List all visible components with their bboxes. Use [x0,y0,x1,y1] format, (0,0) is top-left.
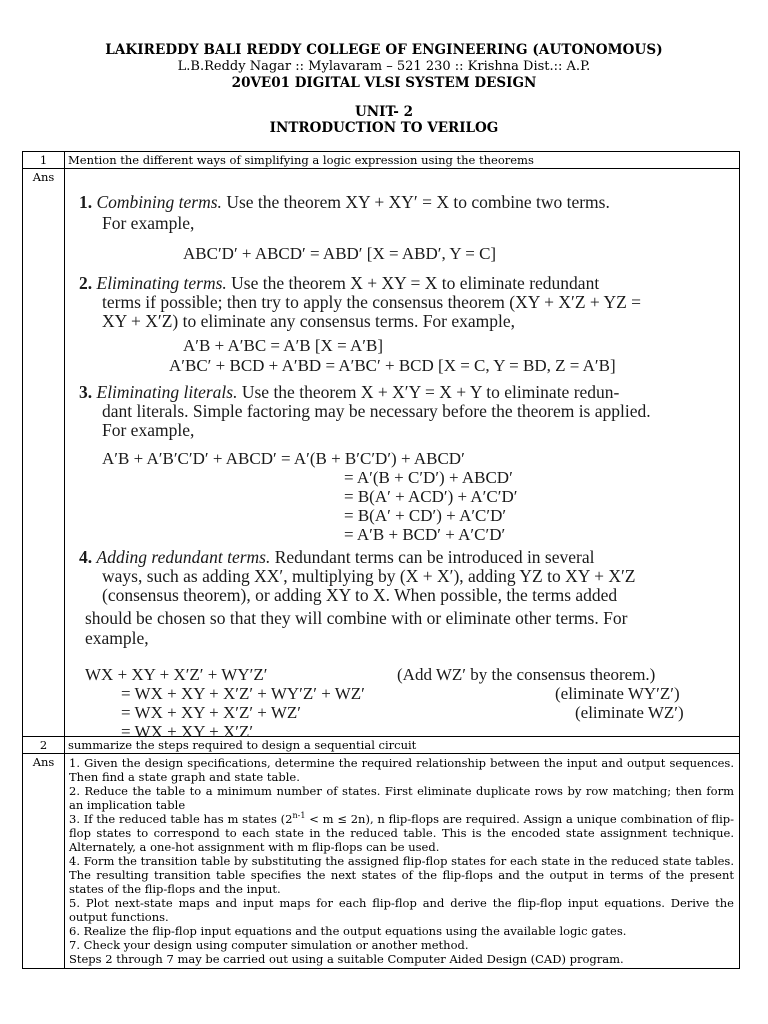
question-row [23,152,740,169]
design-step: 4. Form the transition table by substituting the assigned flip-flop states for each state in the reduced state tables. The resulting transition table specifies the next states of the flip-flops and the output in terms of the present states of the flip-flops and the input. [69,854,734,896]
design-step: 1. Given the design specifications, determine the required relationship between the input and output sequences. Then find a state graph and state table. [69,756,734,784]
question-answer-table [22,151,740,969]
method-text: Use the theorem XY + XY′ = X to combine two terms. [226,192,610,212]
method-text: Redundant terms can be introduced in several [274,547,595,567]
method-item [79,193,610,212]
equation: = WX + XY + X′Z′ + WZ′ [121,703,301,722]
method-text: terms if possible; then try to apply the consensus theorem (XY + X′Z + YZ = [102,292,642,312]
equation: ABC′D′ + ABCD′ = ABD′ [X = ABD′, Y = C] [183,244,497,263]
equation-note: (Add WZ′ by the consensus theorem.) [397,665,656,684]
design-step [69,812,734,854]
equation: = B(A′ + ACD′) + A′C′D′ [344,487,518,506]
question-number: 2 [23,737,65,754]
method-text: XY + X′Z) to eliminate any consensus terms. For example, [102,311,516,331]
equation: = B(A′ + CD′) + A′C′D′ [344,506,507,525]
design-step: 6. Realize the flip-flop input equations and the output equations using the available logic gates. [69,924,627,938]
method-text: Use the theorem X + X′Y = X + Y to eliminate redun- [241,382,620,402]
method-item [79,548,595,567]
method-text: For example, [102,420,195,440]
design-step: 5. Plot next-state maps and input maps for each flip-flop and derive the flip-flop input equations. Derive the output functions. [69,896,734,924]
method-text: (consensus theorem), or adding XY to X. When possible, the terms added [102,585,618,605]
design-step: Steps 2 through 7 may be carried out using a suitable Computer Aided Design (CAD) program. [69,952,624,966]
method-text: should be chosen so that they will combine with or eliminate other terms. For [85,608,628,628]
method-number: 2. [79,273,93,293]
answer-content [65,169,740,741]
method-name: Adding redundant terms. [96,547,271,567]
superscript: n-1 [292,811,306,821]
college-address: L.B.Reddy Nagar :: Mylavaram – 521 230 :: Krishna Dist.:: A.P. [177,59,591,74]
unit-heading: UNIT- 2 [355,104,413,120]
method-item [79,383,619,402]
answer-label: Ans [23,169,65,737]
equation: WX + XY + X′Z′ + WY′Z′ [85,665,268,684]
method-item [79,274,599,293]
course-title: 20VE01 DIGITAL VLSI SYSTEM DESIGN [231,75,537,91]
equation: = A′(B + C′D′) + ABCD′ [344,468,513,487]
design-step-text: 3. If the reduced table has m states (2 [69,812,293,826]
college-name: LAKIREDDY BALI REDDY COLLEGE OF ENGINEERING (AUTONOMOUS) [105,42,663,58]
question-text: summarize the steps required to design a sequential circuit [65,737,740,754]
design-step: 2. Reduce the table to a minimum number of states. First eliminate duplicate rows by row matching; then form an implication table [69,784,734,812]
question-text: Mention the different ways of simplifying a logic expression using the theorems [65,152,740,169]
scanned-textbook-excerpt [65,169,739,741]
equation: = A′B + BCD′ + A′C′D′ [344,525,506,544]
method-number: 1. [79,192,93,212]
method-name: Combining terms. [96,192,222,212]
method-name: Eliminating terms. [96,273,227,293]
equation: A′BC′ + BCD + A′BD = A′BC′ + BCD [X = C, Y = BD, Z = A′B] [169,356,616,375]
design-steps-list [65,754,740,969]
unit-title: INTRODUCTION TO VERILOG [269,120,499,136]
method-text: ways, such as adding XX′, multiplying by (X + X′), adding YZ to XY + X′Z [102,566,636,586]
question-number: 1 [23,152,65,169]
method-text: For example, [102,213,195,233]
answer-label: Ans [23,754,65,969]
equation-note: (eliminate WZ′) [575,703,684,722]
method-number: 3. [79,382,93,402]
equation: A′B + A′B′C′D′ + ABCD′ = A′(B + B′C′D′) + ABCD′ [102,449,465,468]
answer-row [23,754,740,969]
equation: = WX + XY + X′Z′ [121,722,254,741]
method-text: dant literals. Simple factoring may be necessary before the theorem is applied. [102,401,651,421]
equation: A′B + A′BC = A′B [X = A′B] [183,336,383,355]
method-text: example, [85,628,149,648]
design-step-text: < m ≤ 2n), n flip-flops are required. Assign a unique combination of flip-flop states to correspond to each state in the reduced table. This is the encoded state assignment technique. Alternately, a one-hot assignment with m flip-flops can be used. [69,812,734,854]
method-name: Eliminating literals. [96,382,238,402]
design-step: 7. Check your design using computer simulation or another method. [69,938,469,952]
equation: = WX + XY + X′Z′ + WY′Z′ + WZ′ [121,684,365,703]
method-text: Use the theorem X + XY = X to eliminate redundant [231,273,600,293]
method-number: 4. [79,547,93,567]
answer-row [23,169,740,737]
equation-note: (eliminate WY′Z′) [555,684,680,703]
